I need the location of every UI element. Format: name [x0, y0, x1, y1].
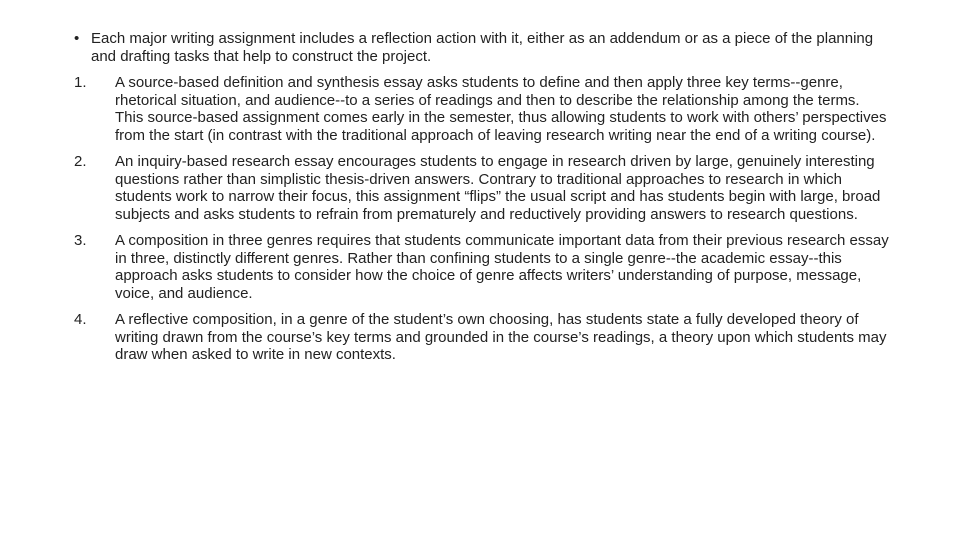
list-item-3: [60, 232, 890, 302]
list-text-3: A composition in three genres requires that students communicate important data from their previous research essay in three, distinctly different genres. Rather than confining students to a single genre--the academic essay--this approach asks students to consider how the choice of genre affects writers’ understanding of purpose, message, voice, and audience.: [115, 232, 889, 302]
list-item-4: [60, 311, 890, 364]
list-text-2: An inquiry-based research essay encourages students to engage in research driven by large, genuinely interesting questions rather than simplistic thesis-driven answers. Contrary to traditional approaches to research in which students work to narrow their focus, this assignment “flips” the usual script and has students begin with large, broad subjects and asks students to refrain from prematurely and reductively providing answers to research questions.: [115, 153, 881, 223]
bullet-marker: •: [74, 30, 80, 47]
intro-text: Each major writing assignment includes a reflection action with it, either as an addendum or as a piece of the planning and drafting tasks that help to construct the project.: [91, 30, 874, 65]
list-number-1: 1.: [74, 74, 87, 91]
list-number-2: 2.: [74, 153, 87, 170]
slide-body: [60, 30, 890, 373]
list-item-2: [60, 153, 890, 223]
intro-bullet: [60, 30, 890, 65]
list-number-4: 4.: [74, 311, 87, 328]
list-text-4: A reflective composition, in a genre of the student’s own choosing, has students state a fully developed theory of writing drawn from the course’s key terms and grounded in the course’s readings, a theory upon which students may draw when asked to write in new contexts.: [115, 311, 887, 363]
list-item-1: [60, 74, 890, 144]
list-number-3: 3.: [74, 232, 87, 249]
list-text-1: A source-based definition and synthesis essay asks students to define and then apply three key terms--genre, rhetorical situation, and audience--to a series of readings and then to describe the relationship among the terms. This source-based assignment comes early in the semester, thus allowing students to work with others’ perspectives from the start (in contrast with the traditional approach of leaving research writing near the end of a writing course).: [115, 74, 887, 144]
